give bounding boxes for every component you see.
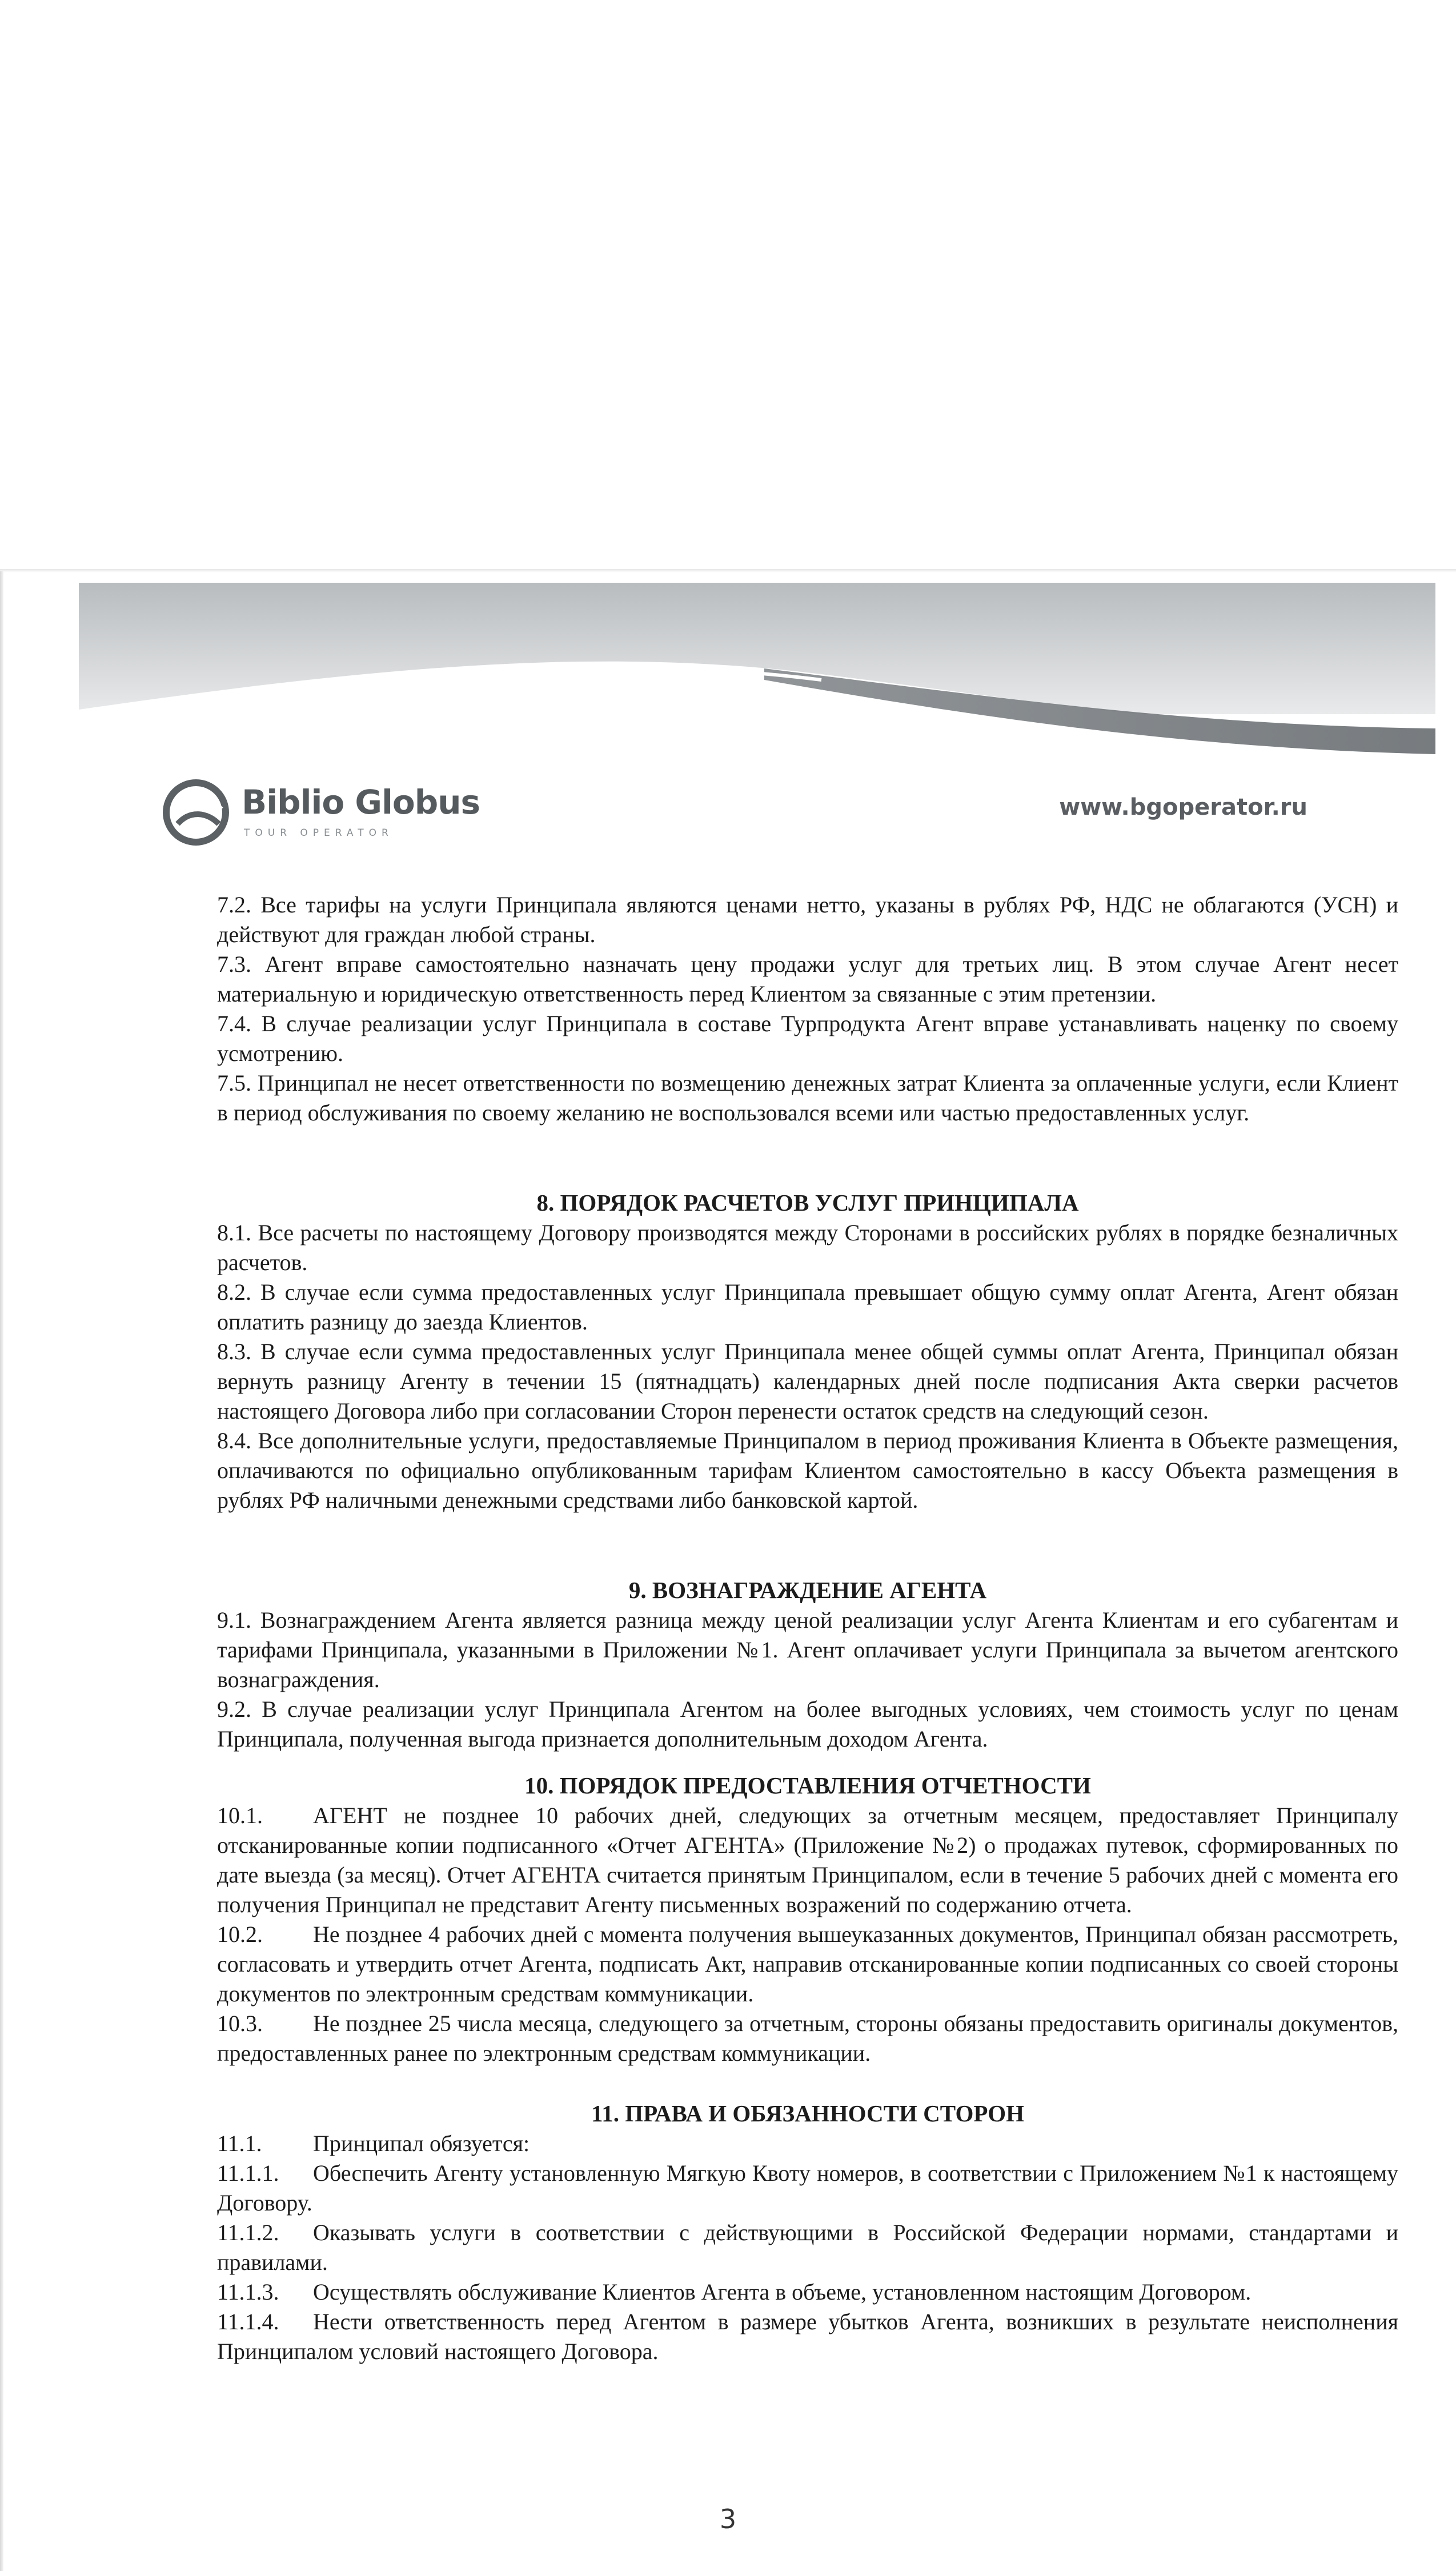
clause-text: АГЕНТ не позднее 10 рабочих дней, следующих за отчетным месяцем, предоставляет Принципалу отсканированные копии подписанного «Отчет АГЕНТА» (Приложение №2) о продажах путевок, сформированных по дате выезда (за месяц). Отчет АГЕНТА считается принятым Принципалом, если в течение 5 рабочих дней с момента его получения Принципал не представит Агенту письменных возражений по содержанию отчета. — [217, 1803, 1398, 1917]
logo — [162, 778, 493, 852]
clause-text: Не позднее 4 рабочих дней с момента получения вышеуказанных документов, Принципал обязан рассмотреть, согласовать и утвердить отчет Агента, подписать Акт, направив отсканированные копии подписанных со своей стороны документов по электронным средствам коммуникации. — [217, 1921, 1398, 2007]
clause-7-5: 7.5. Принципал не несет ответственности по возмещению денежных затрат Клиента за оплаченные услуги, если Клиент в период обслуживания по своему желанию не воспользовался всеми или частью предоставленных услуг. — [217, 1070, 1398, 1126]
clause-10-2 — [217, 1920, 1398, 2009]
section-8-title: 8. ПОРЯДОК РАСЧЕТОВ УСЛУГ ПРИНЦИПАЛА — [536, 1190, 1079, 1216]
section-10-title: 10. ПОРЯДОК ПРЕДОСТАВЛЕНИЯ ОТЧЕТНОСТИ — [524, 1772, 1091, 1799]
logo-tagline: TOUR OPERATOR — [244, 827, 394, 839]
clause-11-1-3 — [217, 2277, 1398, 2307]
clause-10-1 — [217, 1801, 1398, 1920]
logo-name: Biblio Globus — [242, 783, 480, 822]
clause-9-2: 9.2. В случае реализации услуг Принципала Агентом на более выгодных условиях, чем стоимость услуг по ценам Принципала, полученная выгода признается дополнительным доходом Агента. — [217, 1696, 1398, 1752]
clause-number: 11.1.1. — [217, 2160, 279, 2186]
clause-7-2: 7.2. Все тарифы на услуги Принципала являются ценами нетто, указаны в рублях РФ, НДС не облагаются (УСН) и действуют для граждан любой страны. — [217, 892, 1398, 947]
header-banner — [79, 583, 1435, 763]
clause-10-3 — [217, 2009, 1398, 2068]
website-url: www.bgoperator.ru — [1059, 794, 1307, 820]
clause-text: Не позднее 25 числа месяца, следующего за отчетным, стороны обязаны предоставить оригиналы документов, предоставленных ранее по электронным средствам коммуникации. — [217, 2011, 1398, 2066]
clause-text: Обеспечить Агенту установленную Мягкую Квоту номеров, в соответствии с Приложением №1 к настоящему Договору. — [217, 2160, 1398, 2216]
clause-number: 11.1.4. — [217, 2309, 279, 2334]
clause-number: 11.1. — [217, 2131, 262, 2156]
clause-7-3: 7.3. Агент вправе самостоятельно назначать цену продажи услуг для третьих лиц. В этом случае Агент несет материальную и юридическую ответственность перед Клиентом за связанные с этим претензии. — [217, 951, 1398, 1007]
clause-9-1: 9.1. Вознаграждением Агента является разница между ценой реализации услуг Агента Клиентам и его субагентам и тарифами Принципала, указанными в Приложении №1. Агент оплачивает услуги Принципала за вычетом агентского вознаграждения. — [217, 1607, 1398, 1692]
clause-number: 10.3. — [217, 2011, 263, 2036]
scan-edge-left — [0, 571, 3, 2571]
clause-11-1-1 — [217, 2158, 1398, 2218]
clause-number: 11.1.2. — [217, 2220, 279, 2245]
globe-logo-icon — [162, 778, 230, 847]
clause-text: Принципал обязуется: — [313, 2131, 530, 2156]
clause-number: 10.2. — [217, 1921, 263, 1947]
clause-text: Осуществлять обслуживание Клиентов Агента в объеме, установленном настоящим Договором. — [313, 2279, 1252, 2305]
clause-8-3: 8.3. В случае если сумма предоставленных услуг Принципала менее общей суммы оплат Агента, Принципал обязан вернуть разницу Агенту в течении 15 (пятнадцать) календарных дней после подписания Акта сверки расчетов настоящего Договора либо при согласовании Сторон перенести остаток средств на следующий сезон. — [217, 1339, 1398, 1424]
clause-text: Оказывать услуги в соответствии с действующими в Российской Федерации нормами, стандартами и правилами. — [217, 2220, 1398, 2275]
section-9-title: 9. ВОЗНАГРАЖДЕНИЕ АГЕНТА — [628, 1577, 987, 1603]
clause-number: 10.1. — [217, 1803, 263, 1828]
clause-11-1-2 — [217, 2218, 1398, 2277]
clause-8-1: 8.1. Все расчеты по настоящему Договору производятся между Сторонами в российских рублях в порядке безналичных расчетов. — [217, 1220, 1398, 1275]
clause-8-4: 8.4. Все дополнительные услуги, предоставляемые Принципалом в период проживания Клиента в Объекте размещения, оплачиваются по официально опубликованным тарифам Клиентом самостоятельно в кассу Объекта размещения в рублях РФ наличными денежными средствами либо банковской картой. — [217, 1428, 1398, 1513]
section-11-title: 11. ПРАВА И ОБЯЗАННОСТИ СТОРОН — [591, 2100, 1024, 2127]
document-body — [217, 890, 1398, 2366]
clause-text: Нести ответственность перед Агентом в размере убытков Агента, возникших в результате неисполнения Принципалом условий настоящего Договора. — [217, 2309, 1398, 2364]
scan-edge-top — [0, 569, 1456, 572]
clause-8-2: 8.2. В случае если сумма предоставленных услуг Принципала превышает общую сумму оплат Агента, Агент обязан оплатить разницу до заезда Клиентов. — [217, 1279, 1398, 1335]
clause-number: 11.1.3. — [217, 2279, 279, 2305]
page-number: 3 — [719, 2504, 737, 2534]
clause-11-1 — [217, 2129, 1398, 2158]
clause-11-1-4 — [217, 2307, 1398, 2366]
clause-7-4: 7.4. В случае реализации услуг Принципала в составе Турпродукта Агент вправе устанавливать наценку по своему усмотрению. — [217, 1011, 1398, 1066]
